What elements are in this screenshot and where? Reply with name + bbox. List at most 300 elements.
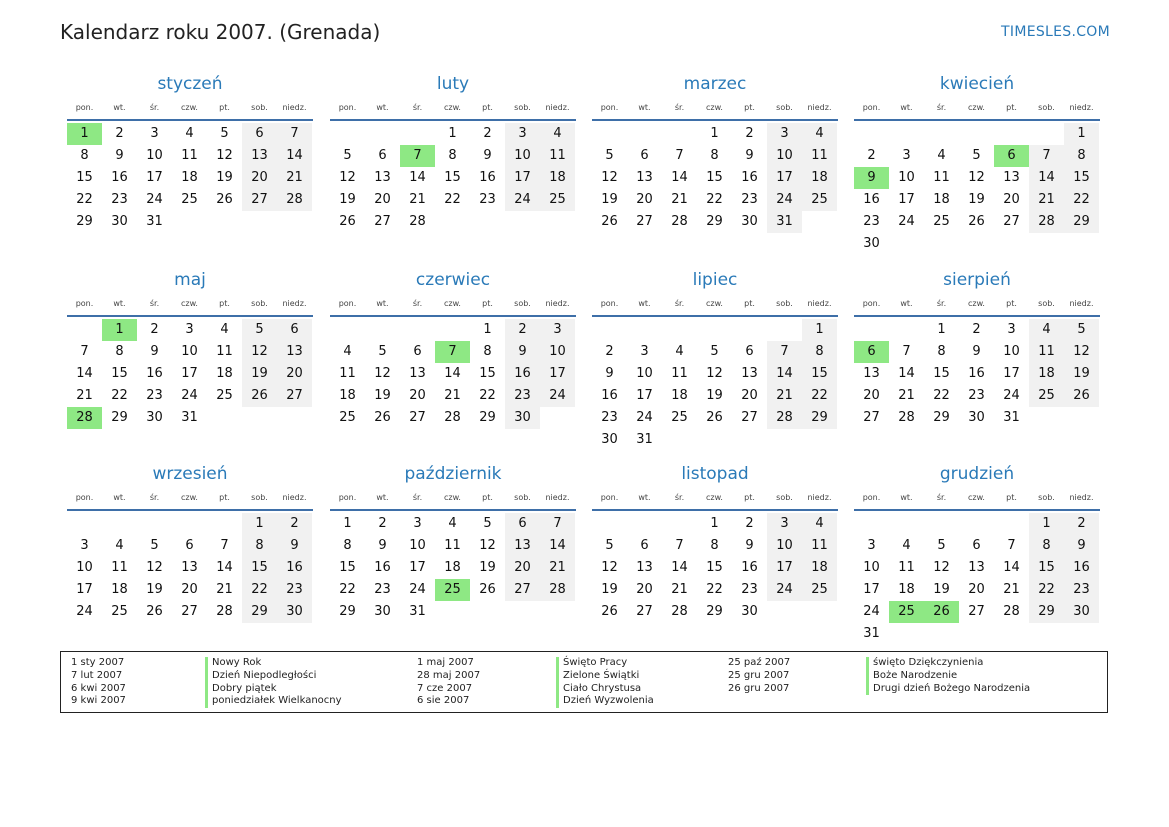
weekday-label: pon. bbox=[862, 493, 881, 502]
weekday-label: sob. bbox=[776, 299, 793, 308]
weekday-label: pon. bbox=[75, 299, 94, 308]
day-cell: 18 bbox=[111, 582, 128, 597]
day-cell: 6 bbox=[505, 513, 540, 535]
empty-cell bbox=[365, 123, 400, 145]
day-cell: 23 bbox=[741, 192, 758, 207]
empty-cell bbox=[102, 513, 137, 535]
day-cell: 12 bbox=[374, 366, 391, 381]
holiday-name: święto Dziękczynienia bbox=[866, 657, 1030, 670]
day-cell: 2 bbox=[115, 126, 124, 141]
day-cell: 18 bbox=[802, 167, 837, 189]
weekday-label: czw. bbox=[968, 103, 985, 112]
holiday-day: 7 bbox=[435, 341, 470, 363]
day-cell: 22 bbox=[339, 582, 356, 597]
day-cell: 13 bbox=[181, 560, 198, 575]
day-cell: 28 bbox=[216, 604, 233, 619]
holiday-day: 28 bbox=[67, 407, 102, 429]
weekday-header bbox=[854, 101, 1100, 121]
day-cell: 12 bbox=[706, 366, 723, 381]
day-cell: 14 bbox=[898, 366, 915, 381]
day-cell: 19 bbox=[216, 170, 233, 185]
weekday-label: pon. bbox=[600, 493, 619, 502]
day-cell: 11 bbox=[898, 560, 915, 575]
day-cell: 23 bbox=[741, 582, 758, 597]
day-cell: 22 bbox=[76, 192, 93, 207]
weekday-label: niedz. bbox=[1069, 103, 1094, 112]
weekday-label: wt. bbox=[638, 493, 651, 502]
day-cell: 4 bbox=[937, 148, 946, 163]
weekday-label: pt. bbox=[482, 103, 493, 112]
holiday-date: 7 lut 2007 bbox=[71, 669, 123, 681]
empty-cell bbox=[435, 319, 470, 341]
day-cell: 1 bbox=[448, 126, 457, 141]
day-cell: 17 bbox=[863, 582, 880, 597]
day-cell: 8 bbox=[483, 344, 492, 359]
day-cell: 26 bbox=[1064, 385, 1099, 407]
day-grid bbox=[854, 123, 1100, 255]
weekday-label: pt. bbox=[744, 103, 755, 112]
weekday-header bbox=[67, 297, 313, 317]
weekday-label: pt. bbox=[219, 103, 230, 112]
month-4 bbox=[854, 73, 1100, 255]
day-cell: 8 bbox=[242, 535, 277, 557]
day-cell: 9 bbox=[277, 535, 312, 557]
day-cell: 27 bbox=[863, 410, 880, 425]
day-cell: 5 bbox=[242, 319, 277, 341]
day-cell: 30 bbox=[601, 432, 618, 447]
day-cell: 16 bbox=[111, 170, 128, 185]
day-cell: 10 bbox=[76, 560, 93, 575]
day-cell: 30 bbox=[1064, 601, 1099, 623]
day-cell: 8 bbox=[1064, 145, 1099, 167]
weekday-label: pon. bbox=[338, 103, 357, 112]
weekday-label: pt. bbox=[219, 493, 230, 502]
day-cell: 30 bbox=[863, 236, 880, 251]
weekday-label: pt. bbox=[482, 299, 493, 308]
day-cell: 25 bbox=[339, 410, 356, 425]
weekday-header bbox=[592, 101, 838, 121]
day-cell: 27 bbox=[374, 214, 391, 229]
day-cell: 5 bbox=[972, 148, 981, 163]
day-cell: 21 bbox=[409, 192, 426, 207]
weekday-label: czw. bbox=[444, 299, 461, 308]
weekday-label: śr. bbox=[674, 299, 685, 308]
weekday-label: śr. bbox=[412, 103, 423, 112]
day-cell: 7 bbox=[675, 148, 684, 163]
empty-cell bbox=[627, 513, 662, 535]
day-cell: 6 bbox=[185, 538, 194, 553]
weekday-label: wt. bbox=[638, 103, 651, 112]
day-cell: 20 bbox=[636, 192, 653, 207]
holiday-day: 25 bbox=[889, 601, 924, 623]
day-cell: 27 bbox=[1003, 214, 1020, 229]
day-cell: 27 bbox=[277, 385, 312, 407]
weekday-label: pon. bbox=[600, 103, 619, 112]
day-cell: 10 bbox=[540, 341, 575, 363]
empty-cell bbox=[662, 319, 697, 341]
day-cell: 16 bbox=[277, 557, 312, 579]
day-cell: 17 bbox=[505, 167, 540, 189]
month-8 bbox=[854, 269, 1100, 429]
day-cell: 29 bbox=[1064, 211, 1099, 233]
day-cell: 13 bbox=[242, 145, 277, 167]
day-cell: 24 bbox=[767, 579, 802, 601]
empty-cell bbox=[207, 513, 242, 535]
day-cell: 10 bbox=[767, 145, 802, 167]
weekday-label: sob. bbox=[776, 493, 793, 502]
day-cell: 27 bbox=[242, 189, 277, 211]
weekday-label: wt. bbox=[113, 299, 126, 308]
day-cell: 14 bbox=[277, 145, 312, 167]
month-name: marzec bbox=[683, 74, 747, 94]
day-cell: 21 bbox=[76, 388, 93, 403]
day-cell: 3 bbox=[150, 126, 159, 141]
month-7 bbox=[592, 269, 838, 451]
empty-cell bbox=[994, 123, 1029, 145]
month-10 bbox=[330, 463, 576, 623]
day-cell: 13 bbox=[636, 560, 653, 575]
weekday-label: śr. bbox=[412, 493, 423, 502]
day-cell: 1 bbox=[242, 513, 277, 535]
day-cell: 29 bbox=[111, 410, 128, 425]
day-cell: 19 bbox=[601, 192, 618, 207]
day-cell: 25 bbox=[802, 189, 837, 211]
holiday-date: 6 sie 2007 bbox=[417, 695, 470, 707]
day-cell: 18 bbox=[181, 170, 198, 185]
day-cell: 24 bbox=[898, 214, 915, 229]
day-cell: 20 bbox=[741, 388, 758, 403]
day-cell: 7 bbox=[220, 538, 229, 553]
weekday-label: niedz. bbox=[282, 493, 307, 502]
day-cell: 14 bbox=[444, 366, 461, 381]
day-cell: 4 bbox=[185, 126, 194, 141]
day-cell: 30 bbox=[968, 410, 985, 425]
holiday-names bbox=[866, 657, 1030, 695]
day-cell: 21 bbox=[540, 557, 575, 579]
month-name: styczeń bbox=[157, 74, 223, 94]
day-cell: 10 bbox=[1003, 344, 1020, 359]
day-cell: 5 bbox=[605, 538, 614, 553]
day-grid bbox=[67, 123, 313, 233]
weekday-label: śr. bbox=[149, 103, 160, 112]
day-cell: 16 bbox=[374, 560, 391, 575]
day-cell: 15 bbox=[479, 366, 496, 381]
weekday-label: wt. bbox=[113, 493, 126, 502]
empty-cell bbox=[627, 123, 662, 145]
weekday-label: czw. bbox=[968, 493, 985, 502]
day-cell: 7 bbox=[767, 341, 802, 363]
weekday-label: pt. bbox=[744, 493, 755, 502]
day-cell: 31 bbox=[146, 214, 163, 229]
day-cell: 25 bbox=[111, 604, 128, 619]
day-cell: 17 bbox=[181, 366, 198, 381]
weekday-label: wt. bbox=[376, 299, 389, 308]
weekday-label: wt. bbox=[376, 103, 389, 112]
holiday-day: 25 bbox=[435, 579, 470, 601]
month-1 bbox=[67, 73, 313, 233]
day-cell: 6 bbox=[378, 148, 387, 163]
holiday-date: 1 sty 2007 bbox=[71, 657, 125, 668]
day-cell: 4 bbox=[220, 322, 229, 337]
month-name: lipiec bbox=[692, 270, 738, 290]
day-cell: 26 bbox=[479, 582, 496, 597]
day-cell: 16 bbox=[968, 366, 985, 381]
day-cell: 7 bbox=[902, 344, 911, 359]
weekday-label: pon. bbox=[75, 493, 94, 502]
day-cell: 27 bbox=[968, 604, 985, 619]
weekday-label: niedz. bbox=[282, 299, 307, 308]
weekday-label: czw. bbox=[706, 299, 723, 308]
day-cell: 4 bbox=[802, 123, 837, 145]
day-cell: 16 bbox=[863, 192, 880, 207]
day-cell: 9 bbox=[150, 344, 159, 359]
day-cell: 19 bbox=[339, 192, 356, 207]
day-cell: 1 bbox=[1029, 513, 1064, 535]
holiday-name: Nowy Rok bbox=[205, 657, 342, 670]
day-cell: 7 bbox=[1029, 145, 1064, 167]
empty-cell bbox=[697, 319, 732, 341]
day-cell: 3 bbox=[185, 322, 194, 337]
day-cell: 28 bbox=[540, 579, 575, 601]
day-cell: 9 bbox=[483, 148, 492, 163]
day-cell: 13 bbox=[505, 535, 540, 557]
weekday-header bbox=[854, 297, 1100, 317]
empty-cell bbox=[67, 319, 102, 341]
weekday-label: śr. bbox=[936, 493, 947, 502]
day-cell: 25 bbox=[671, 410, 688, 425]
day-cell: 4 bbox=[448, 516, 457, 531]
day-cell: 16 bbox=[741, 560, 758, 575]
day-cell: 9 bbox=[972, 344, 981, 359]
day-cell: 15 bbox=[1064, 167, 1099, 189]
empty-cell bbox=[767, 319, 802, 341]
day-cell: 23 bbox=[479, 192, 496, 207]
day-cell: 23 bbox=[968, 388, 985, 403]
day-cell: 24 bbox=[636, 410, 653, 425]
empty-cell bbox=[732, 319, 767, 341]
weekday-label: czw. bbox=[181, 299, 198, 308]
day-cell: 11 bbox=[802, 145, 837, 167]
weekday-label: wt. bbox=[900, 493, 913, 502]
day-cell: 4 bbox=[1029, 319, 1064, 341]
day-cell: 31 bbox=[1003, 410, 1020, 425]
month-9 bbox=[67, 463, 313, 623]
day-cell: 31 bbox=[636, 432, 653, 447]
day-cell: 12 bbox=[968, 170, 985, 185]
day-cell: 15 bbox=[242, 557, 277, 579]
day-cell: 2 bbox=[972, 322, 981, 337]
day-cell: 3 bbox=[640, 344, 649, 359]
day-cell: 6 bbox=[242, 123, 277, 145]
weekday-label: niedz. bbox=[807, 299, 832, 308]
weekday-label: sob. bbox=[1038, 103, 1055, 112]
day-cell: 1 bbox=[710, 126, 719, 141]
day-cell: 7 bbox=[80, 344, 89, 359]
day-cell: 28 bbox=[898, 410, 915, 425]
day-cell: 19 bbox=[146, 582, 163, 597]
weekday-label: śr. bbox=[149, 299, 160, 308]
day-cell: 20 bbox=[374, 192, 391, 207]
day-cell: 19 bbox=[1064, 363, 1099, 385]
empty-cell bbox=[889, 319, 924, 341]
day-cell: 13 bbox=[277, 341, 312, 363]
day-cell: 16 bbox=[741, 170, 758, 185]
day-cell: 10 bbox=[767, 535, 802, 557]
day-cell: 8 bbox=[710, 148, 719, 163]
day-cell: 12 bbox=[216, 148, 233, 163]
day-cell: 13 bbox=[968, 560, 985, 575]
day-cell: 2 bbox=[745, 516, 754, 531]
day-cell: 11 bbox=[111, 560, 128, 575]
weekday-label: wt. bbox=[376, 493, 389, 502]
day-cell: 8 bbox=[710, 538, 719, 553]
day-cell: 26 bbox=[601, 214, 618, 229]
day-cell: 31 bbox=[409, 604, 426, 619]
holiday-name: Dobry piątek bbox=[205, 683, 342, 696]
day-cell: 12 bbox=[933, 560, 950, 575]
day-cell: 29 bbox=[339, 604, 356, 619]
day-cell: 10 bbox=[146, 148, 163, 163]
day-grid bbox=[330, 123, 576, 233]
holiday-dates bbox=[417, 657, 480, 708]
day-cell: 17 bbox=[540, 363, 575, 385]
day-cell: 13 bbox=[374, 170, 391, 185]
day-cell: 3 bbox=[540, 319, 575, 341]
day-cell: 1 bbox=[1064, 123, 1099, 145]
day-cell: 5 bbox=[343, 148, 352, 163]
weekday-header bbox=[592, 491, 838, 511]
weekday-label: pt. bbox=[1006, 103, 1017, 112]
day-cell: 26 bbox=[146, 604, 163, 619]
day-cell: 25 bbox=[216, 388, 233, 403]
day-cell: 24 bbox=[146, 192, 163, 207]
day-cell: 17 bbox=[146, 170, 163, 185]
day-cell: 12 bbox=[146, 560, 163, 575]
day-cell: 29 bbox=[479, 410, 496, 425]
empty-cell bbox=[994, 513, 1029, 535]
weekday-label: pt. bbox=[744, 299, 755, 308]
weekday-label: sob. bbox=[251, 299, 268, 308]
day-grid bbox=[854, 319, 1100, 429]
day-cell: 15 bbox=[111, 366, 128, 381]
holiday-day: 6 bbox=[854, 341, 889, 363]
brand-link[interactable]: TIMESLES.COM bbox=[1001, 24, 1110, 40]
day-cell: 8 bbox=[937, 344, 946, 359]
day-cell: 28 bbox=[409, 214, 426, 229]
day-cell: 14 bbox=[540, 535, 575, 557]
day-cell: 21 bbox=[898, 388, 915, 403]
day-cell: 4 bbox=[675, 344, 684, 359]
day-cell: 15 bbox=[444, 170, 461, 185]
day-cell: 29 bbox=[706, 604, 723, 619]
day-cell: 11 bbox=[339, 366, 356, 381]
day-cell: 30 bbox=[374, 604, 391, 619]
day-cell: 27 bbox=[181, 604, 198, 619]
day-cell: 2 bbox=[605, 344, 614, 359]
day-cell: 17 bbox=[636, 388, 653, 403]
day-cell: 22 bbox=[802, 385, 837, 407]
day-cell: 28 bbox=[671, 214, 688, 229]
day-cell: 2 bbox=[150, 322, 159, 337]
weekday-label: czw. bbox=[181, 103, 198, 112]
day-cell: 29 bbox=[802, 407, 837, 429]
day-cell: 6 bbox=[640, 538, 649, 553]
day-cell: 18 bbox=[540, 167, 575, 189]
weekday-label: sob. bbox=[251, 103, 268, 112]
day-cell: 28 bbox=[1029, 211, 1064, 233]
weekday-label: niedz. bbox=[545, 493, 570, 502]
day-cell: 14 bbox=[409, 170, 426, 185]
day-cell: 11 bbox=[181, 148, 198, 163]
day-grid bbox=[67, 513, 313, 623]
day-cell: 27 bbox=[741, 410, 758, 425]
day-cell: 13 bbox=[1003, 170, 1020, 185]
day-cell: 7 bbox=[277, 123, 312, 145]
holiday-name: Dzień Wyzwolenia bbox=[556, 695, 654, 708]
weekday-header bbox=[67, 101, 313, 121]
empty-cell bbox=[889, 123, 924, 145]
weekday-label: niedz. bbox=[807, 493, 832, 502]
day-cell: 23 bbox=[146, 388, 163, 403]
day-cell: 27 bbox=[409, 410, 426, 425]
day-cell: 9 bbox=[115, 148, 124, 163]
day-cell: 16 bbox=[146, 366, 163, 381]
day-cell: 4 bbox=[540, 123, 575, 145]
day-cell: 3 bbox=[80, 538, 89, 553]
day-cell: 8 bbox=[343, 538, 352, 553]
day-cell: 30 bbox=[146, 410, 163, 425]
day-cell: 29 bbox=[706, 214, 723, 229]
day-cell: 20 bbox=[242, 167, 277, 189]
day-cell: 28 bbox=[444, 410, 461, 425]
day-cell: 20 bbox=[636, 582, 653, 597]
weekday-label: pon. bbox=[862, 299, 881, 308]
day-cell: 11 bbox=[802, 535, 837, 557]
weekday-label: niedz. bbox=[282, 103, 307, 112]
day-cell: 13 bbox=[409, 366, 426, 381]
day-cell: 9 bbox=[505, 341, 540, 363]
day-cell: 3 bbox=[767, 513, 802, 535]
day-cell: 9 bbox=[378, 538, 387, 553]
day-cell: 6 bbox=[745, 344, 754, 359]
empty-cell bbox=[854, 513, 889, 535]
day-cell: 15 bbox=[1029, 557, 1064, 579]
day-cell: 17 bbox=[409, 560, 426, 575]
day-cell: 29 bbox=[76, 214, 93, 229]
weekday-header bbox=[330, 101, 576, 121]
day-cell: 15 bbox=[933, 366, 950, 381]
weekday-label: niedz. bbox=[1069, 299, 1094, 308]
weekday-label: niedz. bbox=[1069, 493, 1094, 502]
month-name: czerwiec bbox=[415, 270, 491, 290]
day-cell: 26 bbox=[339, 214, 356, 229]
day-cell: 28 bbox=[277, 189, 312, 211]
day-cell: 3 bbox=[902, 148, 911, 163]
day-cell: 10 bbox=[409, 538, 426, 553]
weekday-label: czw. bbox=[444, 103, 461, 112]
day-cell: 11 bbox=[444, 538, 461, 553]
day-cell: 21 bbox=[1029, 189, 1064, 211]
day-cell: 17 bbox=[767, 557, 802, 579]
day-cell: 13 bbox=[636, 170, 653, 185]
holiday-date: 26 gru 2007 bbox=[728, 682, 790, 694]
empty-cell bbox=[1029, 123, 1064, 145]
weekday-label: śr. bbox=[412, 299, 423, 308]
day-cell: 19 bbox=[968, 192, 985, 207]
day-cell: 21 bbox=[767, 385, 802, 407]
weekday-label: wt. bbox=[113, 103, 126, 112]
weekday-header bbox=[854, 491, 1100, 511]
